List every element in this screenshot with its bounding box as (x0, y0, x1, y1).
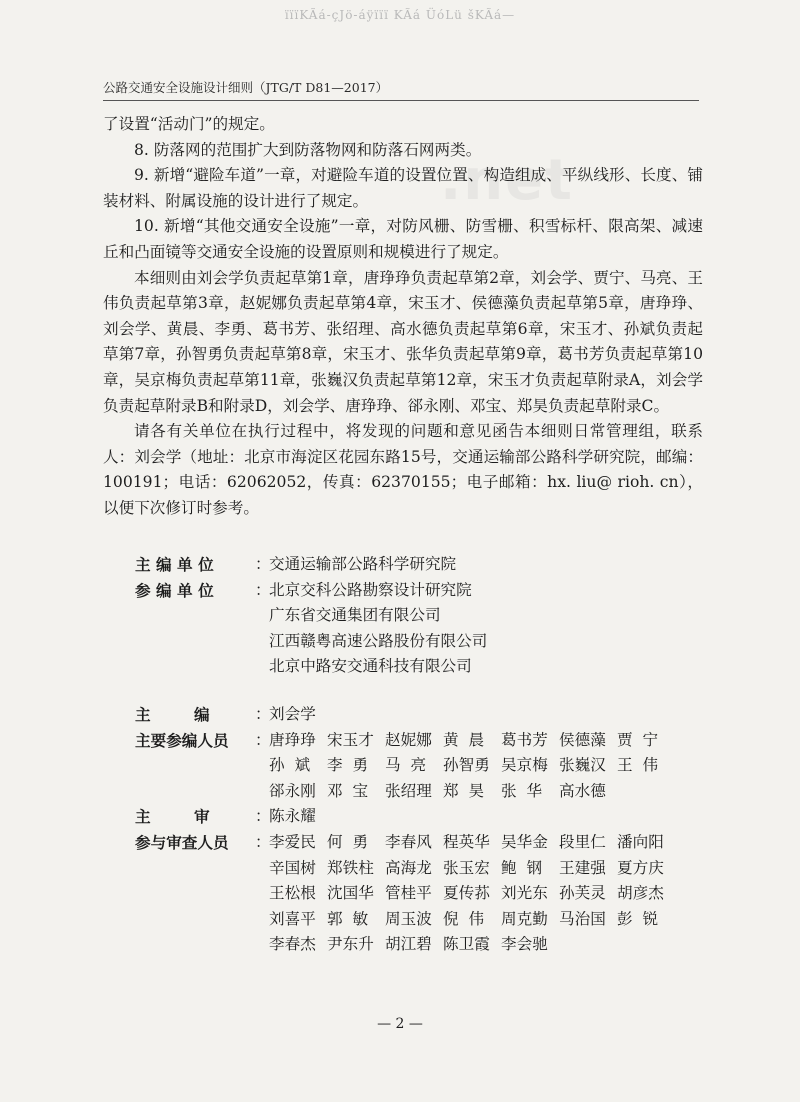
person-name: 葛书芳 (501, 730, 548, 749)
credit-value: 广东省交通集团有限公司 (269, 606, 441, 625)
person-name: 邓 宝 (327, 781, 369, 800)
person-name: 胡江碧 (385, 935, 432, 954)
person-name: 李春杰 (269, 935, 316, 954)
top-scan-mark: ïïïKÃá-çJö-áÿïïï KÃá ÜóLü šKÃá— (284, 8, 516, 22)
credits-block (135, 552, 695, 958)
paragraph: 9. 新增“避险车道”一章，对避险车道的设置位置、构造组成、平纵线形、长度、铺装材料、附属设施的设计进行了规定。 (103, 166, 703, 210)
person-name: 高海龙 (385, 858, 432, 877)
person-name: 夏传荪 (443, 884, 490, 903)
person-name: 刘喜平 (269, 909, 316, 928)
person-name: 李会驰 (501, 935, 548, 954)
paragraph: 本细则由刘会学负责起草第1章，唐琤琤负责起草第2章，刘会学、贾宁、马亮、王伟负责起草第3章，赵妮娜负责起草第4章，宋玉才、侯德藻负责起草第5章，唐琤琤、刘会学、黄晨、李勇、葛书芳、张绍理、高水德负责起草第6章，宋玉才、孙斌负责起草第7章，孙智勇负责起草第8章，宋玉才、张华负责起草第9章，葛书芳负责起草第10章，吴京梅负责起草第11章，张巍汉负责起草第12章，宋玉才负责起草附录A，刘会学负责起草附录B和附录D，刘会学、唐琤琤、郤永刚、邓宝、郑昊负责起草附录C。 (103, 268, 703, 415)
running-header: 公路交通安全设施设计细则（JTG/T D81—2017） (103, 80, 389, 95)
person-name: 赵妮娜 (385, 730, 432, 749)
person-name: 李春风 (385, 832, 432, 851)
person-name: 周克勤 (501, 909, 548, 928)
credit-value: 江西赣粤高速公路股份有限公司 (269, 631, 488, 650)
person-name: 王建强 (559, 858, 606, 877)
person-name: 李 勇 (327, 756, 369, 775)
person-name: 管桂平 (385, 884, 432, 903)
watermark-text: .net (440, 148, 574, 213)
names-grid (269, 830, 695, 958)
page-number: — 2 — (377, 1016, 423, 1032)
person-name: 王松根 (269, 884, 316, 903)
credit-label: 主 编 单 位 (135, 555, 214, 574)
person-name: 张 华 (501, 781, 543, 800)
person-name: 侯德藻 (559, 730, 606, 749)
paragraph: 请各有关单位在执行过程中，将发现的问题和意见函告本细则日常管理组，联系人：刘会学（地址：北京市海淀区花园东路15号，交通运输部公路科学研究院，邮编：100191；电话：62062052，传真：62370155；电子邮箱：hx. liu@ rioh. cn），以便下次修订时参考。 (103, 422, 703, 517)
person-name: 陈卫霞 (443, 935, 490, 954)
paragraph: 了设置“活动门”的规定。 (103, 115, 275, 133)
person-name: 程英华 (443, 832, 490, 851)
person-name: 何 勇 (327, 832, 369, 851)
credit-label: 参 编 单 位 (135, 580, 214, 600)
person-name: 张巍汉 (559, 756, 606, 775)
chief-unit-row: 主 编 单 位 ： 交通运输部公路科学研究院 (135, 552, 695, 578)
person-name: 彭 锐 (617, 909, 659, 928)
person-name: 刘光东 (501, 884, 548, 903)
paragraph: 8. 防落网的范围扩大到防落物网和防落石网两类。 (134, 140, 482, 159)
names-grid (269, 728, 695, 805)
person-name: 唐琤琤 (269, 730, 316, 749)
credit-value: 刘会学 (269, 704, 316, 723)
person-name: 马 亮 (385, 756, 427, 775)
person-name: 吴京梅 (501, 756, 548, 775)
main-participants-row: 主要参编人员 ： 唐琤琤 宋玉才 赵妮娜 黄 晨 葛书芳 侯德藻 贾 宁 孙 斌 李 勇 马 亮 孙智勇 吴京梅 张巍汉 王 伟 郤永刚 邓 宝 张绍理 郑 昊 张 华 高水德 (135, 728, 695, 805)
participating-unit-row: 参 编 单 位 ： 北京交科公路勘察设计研究院 (135, 578, 695, 604)
person-name: 段里仁 (559, 832, 606, 851)
person-name: 鲍 钢 (501, 858, 543, 877)
person-name: 宋玉才 (327, 730, 374, 749)
editor-row: 主 编 ： 刘会学 (135, 702, 695, 728)
credit-label: 主要参编人员 (135, 730, 229, 750)
person-name: 孙 斌 (269, 756, 311, 775)
person-name: 黄 晨 (443, 730, 485, 749)
person-name: 辛国树 (269, 858, 316, 877)
credit-label: 参与审查人员 (135, 832, 229, 852)
person-name: 郭 敏 (327, 909, 369, 928)
review-participants-row: 参与审查人员 ： 李爱民 何 勇 李春风 程英华 吴华金 段里仁 潘向阳 辛国树 郑铁柱 高海龙 张玉宏 鲍 钢 王建强 夏方庆 王松根 沈国华 管桂平 夏传荪 刘光东 孙芙灵 胡彦杰 刘喜平 郭 敏 周玉波 倪 伟 周克勤 马治国 彭 锐 李春杰 尹东升 胡江碧 陈卫霞 李会驰 (135, 830, 695, 958)
person-name: 胡彦杰 (617, 884, 664, 903)
person-name: 潘向阳 (617, 832, 664, 851)
person-name: 吴华金 (501, 832, 548, 851)
body-text (103, 112, 703, 522)
credit-value: 陈永耀 (269, 807, 316, 826)
person-name: 张玉宏 (443, 858, 490, 877)
person-name: 沈国华 (327, 884, 374, 903)
person-name: 贾 宁 (617, 730, 659, 749)
credit-label: 主 编 (135, 704, 210, 724)
person-name: 马治国 (559, 909, 606, 928)
person-name: 孙智勇 (443, 756, 490, 775)
person-name: 周玉波 (385, 909, 432, 928)
person-name: 孙芙灵 (559, 884, 606, 903)
person-name: 高水德 (559, 781, 606, 800)
person-name: 郑铁柱 (327, 858, 374, 877)
person-name: 夏方庆 (617, 858, 664, 877)
credit-value: 交通运输部公路科学研究院 (269, 555, 457, 573)
person-name: 郤永刚 (269, 781, 316, 800)
person-name: 张绍理 (385, 781, 432, 800)
person-name: 王 伟 (617, 756, 659, 775)
header-rule (103, 100, 699, 101)
person-name: 郑 昊 (443, 781, 485, 800)
credit-value: 北京中路安交通科技有限公司 (269, 657, 472, 676)
person-name: 尹东升 (327, 935, 374, 954)
credit-label: 主 审 (135, 807, 210, 827)
person-name: 李爱民 (269, 832, 316, 851)
person-name: 倪 伟 (443, 909, 485, 928)
paragraph: 10. 新增“其他交通安全设施”一章，对防风栅、防雪栅、积雪标杆、限高架、减速丘和凸面镜等交通安全设施的设置原则和规模进行了规定。 (103, 217, 703, 261)
credit-value: 北京交科公路勘察设计研究院 (269, 580, 472, 599)
reviewer-row: 主 审 ： 陈永耀 (135, 804, 695, 830)
